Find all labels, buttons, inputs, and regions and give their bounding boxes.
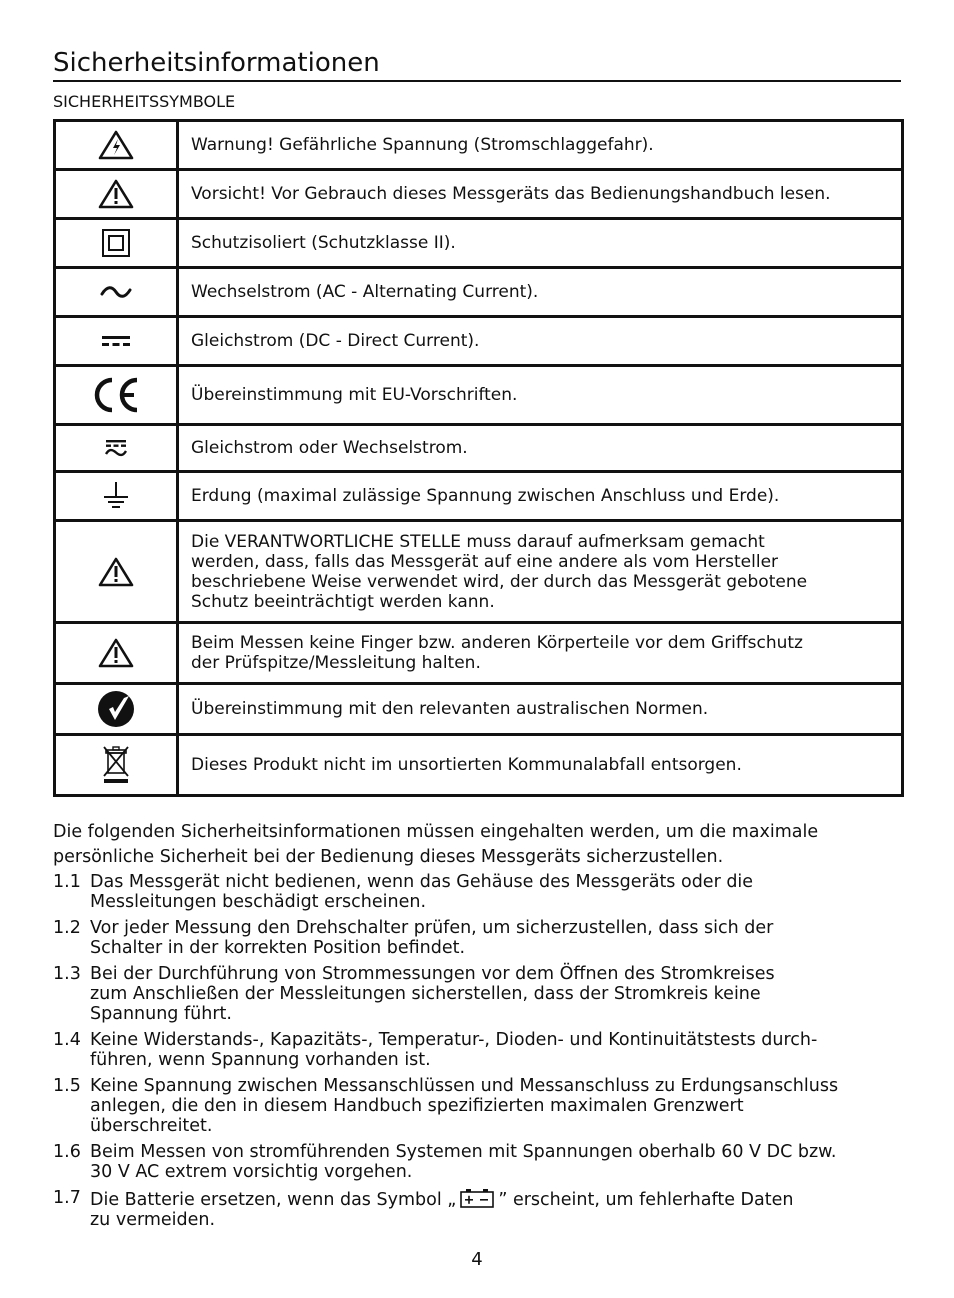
list-item: 1.5 Keine Spannung zwischen Messanschlüssen und Messanschluss zu Erdungsanschluss anlegen, die den in diesem Handbuch spezifizierten maximalen Grenzwert überschreitet. bbox=[53, 1076, 839, 1136]
symbol-description: Gleichstrom (DC - Direct Current). bbox=[191, 331, 480, 351]
table-row bbox=[55, 219, 903, 268]
rule-number: 1.2 bbox=[53, 918, 81, 938]
lightning-warning-icon bbox=[98, 130, 134, 160]
rule-number: 1.7 bbox=[53, 1188, 81, 1208]
rule-number: 1.6 bbox=[53, 1142, 81, 1162]
symbol-description-line: Die VERANTWORTLICHE STELLE muss darauf aufmerksam gemacht bbox=[191, 531, 765, 552]
symbol-description-line: beschriebene Weise verwendet wird, der durch das Messgerät gebotene bbox=[191, 571, 808, 592]
table-row bbox=[55, 366, 903, 425]
symbol-description-line: Schutz beeinträchtigt werden kann. bbox=[191, 591, 495, 612]
intro-paragraph bbox=[53, 820, 913, 870]
rule-number: 1.4 bbox=[53, 1030, 81, 1050]
list-item: 1.2 Vor jeder Messung den Drehschalter prüfen, um sicherzustellen, dass sich der Schalter in der korrekten Position befindet. bbox=[53, 918, 774, 958]
table-row bbox=[55, 472, 903, 521]
table-row bbox=[55, 170, 903, 219]
ground-icon bbox=[101, 481, 131, 511]
table-row bbox=[55, 121, 903, 170]
symbol-description: Warnung! Gefährliche Spannung (Stromschlaggefahr). bbox=[191, 135, 654, 155]
ac-dc-icon bbox=[104, 438, 128, 458]
symbol-description: Vorsicht! Vor Gebrauch dieses Messgeräts das Bedienungshandbuch lesen. bbox=[191, 184, 831, 204]
symbol-description: Erdung (maximal zulässige Spannung zwischen Anschluss und Erde). bbox=[191, 486, 780, 506]
table-row bbox=[55, 268, 903, 317]
table-row bbox=[55, 623, 903, 684]
list-item: 1.4 Keine Widerstands-, Kapazitäts-, Temperatur-, Dioden- und Kontinuitätstests durch- führen, wenn Spannung vorhanden ist. bbox=[53, 1030, 818, 1070]
ce-mark-icon bbox=[91, 376, 141, 414]
table-row bbox=[55, 684, 903, 735]
list-item: 1.7 Die Batterie ersetzen, wenn das Symbol „ ” erscheint, um fehlerhafte Daten zu vermeiden. bbox=[53, 1188, 794, 1230]
intro-line: persönliche Sicherheit bei der Bedienung dieses Messgeräts sicherzustellen. bbox=[53, 847, 724, 867]
battery-icon bbox=[460, 1188, 494, 1208]
caution-warning-icon bbox=[98, 179, 134, 209]
table-row bbox=[55, 735, 903, 796]
symbol-description: Wechselstrom (AC - Alternating Current). bbox=[191, 282, 539, 302]
intro-line: Die folgenden Sicherheitsinformationen müssen eingehalten werden, um die maximale bbox=[53, 822, 819, 842]
symbol-description-line: der Prüfspitze/Messleitung halten. bbox=[191, 653, 481, 673]
symbol-description: Dieses Produkt nicht im unsortierten Kommunalabfall entsorgen. bbox=[191, 755, 742, 775]
symbol-description: Gleichstrom oder Wechselstrom. bbox=[191, 438, 468, 458]
section-title: SICHERHEITSSYMBOLE bbox=[53, 92, 236, 111]
rule-number: 1.1 bbox=[53, 872, 81, 892]
list-item: 1.6 Beim Messen von stromführenden Systemen mit Spannungen oberhalb 60 V DC bzw. 30 V AC extrem vorsichtig vorgehen. bbox=[53, 1142, 837, 1182]
symbol-description: Übereinstimmung mit EU-Vorschriften. bbox=[191, 385, 518, 405]
table-row bbox=[55, 317, 903, 366]
caution-warning-icon bbox=[98, 638, 134, 668]
ac-wave-icon bbox=[100, 284, 132, 300]
c-tick-icon bbox=[96, 689, 136, 729]
dc-current-icon bbox=[100, 334, 132, 348]
safety-rules-list bbox=[53, 872, 913, 1236]
page-title: Sicherheitsinformationen bbox=[53, 46, 901, 82]
caution-warning-icon bbox=[98, 557, 134, 587]
symbol-description: Übereinstimmung mit den relevanten australischen Normen. bbox=[191, 699, 709, 719]
rule-number: 1.3 bbox=[53, 964, 81, 984]
table-row bbox=[55, 521, 903, 623]
weee-bin-icon bbox=[102, 745, 130, 785]
symbol-description-line: Beim Messen keine Finger bzw. anderen Körperteile vor dem Griffschutz bbox=[191, 633, 803, 653]
safety-symbols-table bbox=[53, 119, 904, 797]
symbol-description-line: werden, dass, falls das Messgerät auf eine andere als vom Hersteller bbox=[191, 551, 779, 572]
table-row bbox=[55, 425, 903, 472]
double-insulation-icon bbox=[101, 229, 131, 257]
list-item: 1.3 Bei der Durchführung von Strommessungen vor dem Öffnen des Stromkreises zum Anschließen der Messleitungen sicherstellen, dass der Stromkreis keine Spannung führt. bbox=[53, 964, 775, 1024]
page-number: 4 bbox=[471, 1249, 483, 1270]
symbol-description: Schutzisoliert (Schutzklasse II). bbox=[191, 233, 456, 253]
rule-number: 1.5 bbox=[53, 1076, 81, 1096]
list-item: 1.1 Das Messgerät nicht bedienen, wenn das Gehäuse des Messgeräts oder die Messleitungen beschädigt erscheinen. bbox=[53, 872, 754, 912]
